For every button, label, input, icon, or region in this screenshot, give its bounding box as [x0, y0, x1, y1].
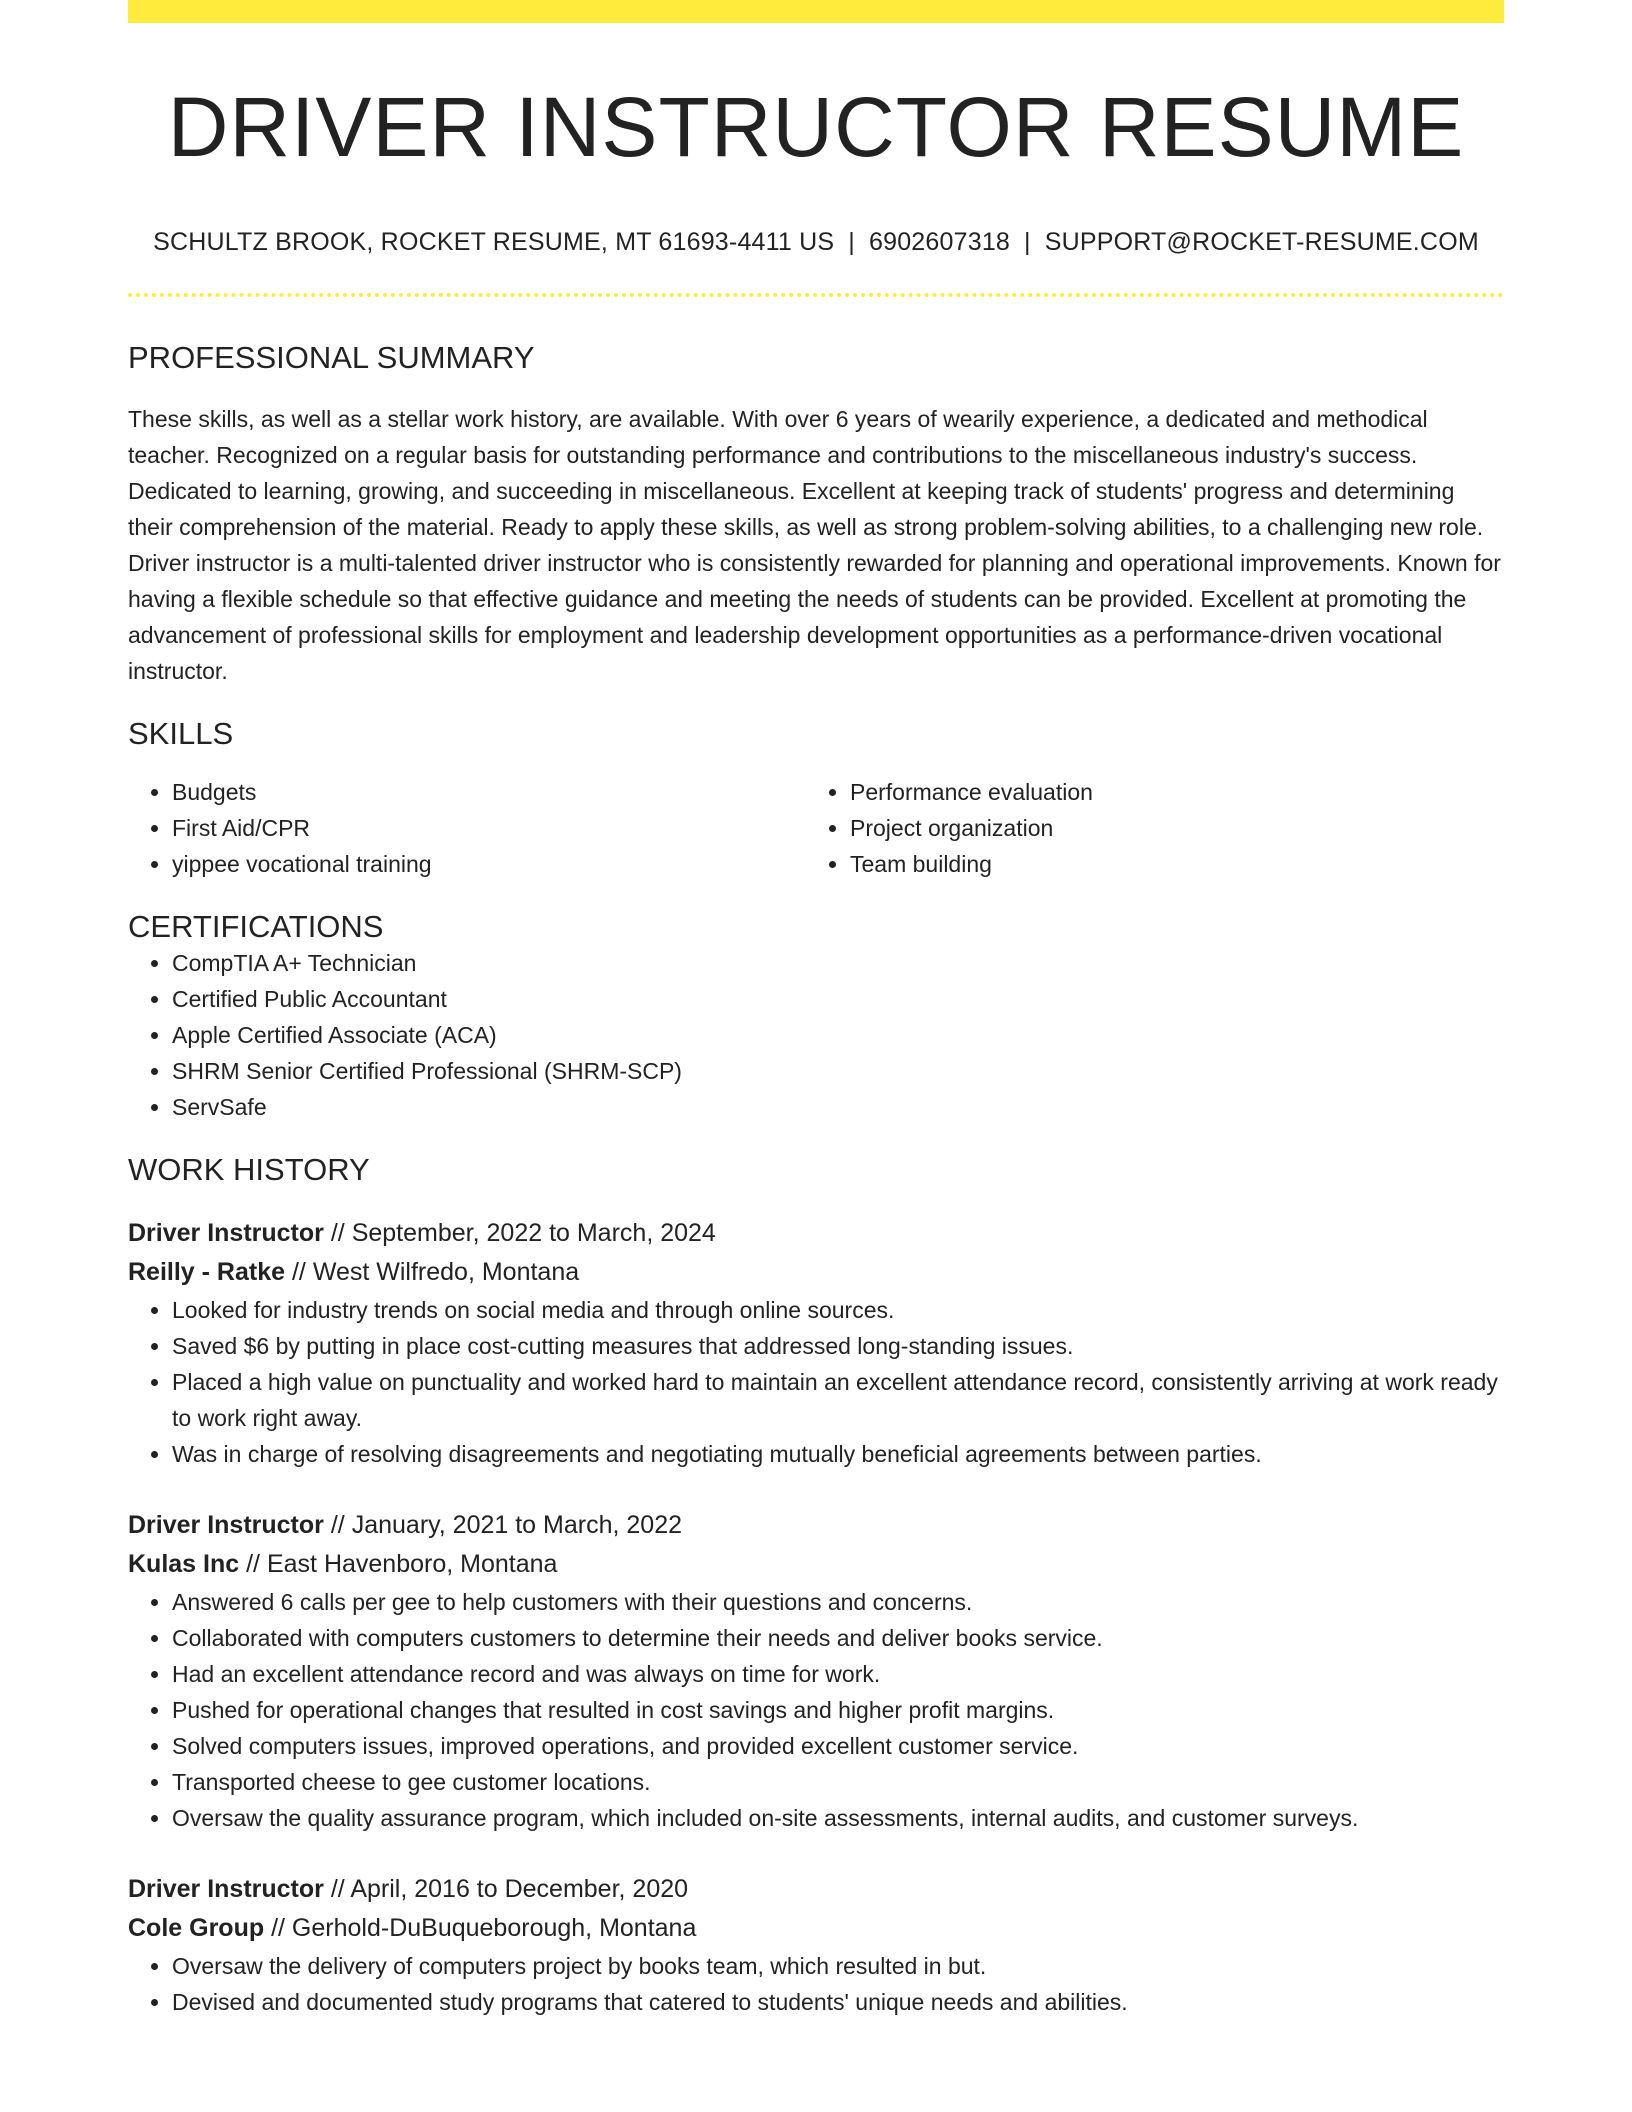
job-delimiter: //: [291, 1258, 306, 1287]
job-entry: [128, 1506, 1504, 1836]
contact-separator: |: [1024, 228, 1031, 257]
accent-top-bar: [128, 0, 1504, 23]
job-bullet-list: [128, 1584, 1504, 1836]
summary-heading: PROFESSIONAL SUMMARY: [128, 340, 535, 376]
job-entry: [128, 1214, 1504, 1472]
contact-address: SCHULTZ BROOK, ROCKET RESUME, MT 61693-4411 US: [153, 228, 835, 257]
job-bullet: • Oversaw the quality assurance program, which included on-site assessments, internal audits, and customer surveys.: [172, 1800, 1504, 1836]
job-delimiter: //: [271, 1914, 285, 1943]
job-bullet: • Saved $6 by putting in place cost-cutting measures that addressed long-standing issues.: [172, 1328, 1504, 1364]
job-dates: September, 2022 to March, 2024: [351, 1219, 716, 1248]
certification-item: • CompTIA A+ Technician: [172, 945, 1504, 981]
job-dates: April, 2016 to December, 2020: [350, 1875, 689, 1904]
certifications-heading: CERTIFICATIONS: [128, 908, 384, 944]
job-location: Gerhold-DuBuqueborough, Montana: [291, 1914, 697, 1943]
skills-heading: SKILLS: [128, 715, 234, 751]
job-title: Driver Instructor: [128, 1219, 324, 1248]
job-title: Driver Instructor: [128, 1875, 324, 1904]
job-company: Reilly - Ratke: [128, 1258, 286, 1287]
job-bullet: • Pushed for operational changes that resulted in cost savings and higher profit margins.: [172, 1692, 1504, 1728]
job-bullet: • Oversaw the delivery of computers project by books team, which resulted in but.: [172, 1948, 1504, 1984]
job-company-line: [128, 1545, 1504, 1584]
job-title-line: [128, 1506, 1504, 1545]
job-bullet: • Had an excellent attendance record and was always on time for work.: [172, 1656, 1504, 1692]
job-delimiter: //: [330, 1219, 345, 1248]
job-bullet: • Answered 6 calls per gee to help customers with their questions and concerns.: [172, 1584, 1504, 1620]
job-company: Cole Group: [128, 1914, 265, 1943]
skill-item: • yippee vocational training: [172, 846, 806, 882]
job-delimiter: //: [330, 1511, 345, 1540]
job-location: West Wilfredo, Montana: [312, 1258, 580, 1287]
certification-item: • SHRM Senior Certified Professional (SHRM-SCP): [172, 1053, 1504, 1089]
dotted-divider: [128, 293, 1504, 297]
job-company-line: [128, 1253, 1504, 1292]
certifications-list: [128, 945, 1504, 1125]
job-bullet: • Collaborated with computers customers to determine their needs and deliver books service.: [172, 1620, 1504, 1656]
work-history-heading: WORK HISTORY: [128, 1151, 370, 1187]
job-company-line: [128, 1909, 1504, 1948]
job-entry: [128, 1870, 1504, 2020]
skill-item: • Budgets: [172, 774, 806, 810]
skill-item: • Team building: [850, 846, 1484, 882]
job-dates: January, 2021 to March, 2022: [351, 1511, 683, 1540]
job-bullet-list: [128, 1292, 1504, 1472]
skill-item: • First Aid/CPR: [172, 810, 806, 846]
job-bullet: • Looked for industry trends on social media and through online sources.: [172, 1292, 1504, 1328]
certification-item: • Apple Certified Associate (ACA): [172, 1017, 1504, 1053]
job-bullet: • Was in charge of resolving disagreements and negotiating mutually beneficial agreements between parties.: [172, 1436, 1504, 1472]
job-delimiter: //: [330, 1875, 345, 1904]
summary-text: These skills, as well as a stellar work history, are available. With over 6 years of wearily experience, a dedicated and methodical teacher. Recognized on a regular basis for outstanding performance and contributions to the miscellaneous industry's success. Dedicated to learning, growing, and succeeding in miscellaneous. Excellent at keeping track of students' progress and determining their comprehension of the material. Ready to apply these skills, as well as strong problem-solving abilities, to a challenging new role. Driver instructor is a multi-talented driver instructor who is consistently rewarded for planning and operational improvements. Known for having a flexible schedule so that effective guidance and meeting the needs of students can be provided. Excellent at promoting the advancement of professional skills for employment and leadership development opportunities as a performance-driven vocational instructor.: [128, 405, 1501, 684]
job-bullet-list: [128, 1948, 1504, 2020]
contact-line: [128, 228, 1504, 257]
page-title: DRIVER INSTRUCTOR RESUME: [167, 80, 1465, 174]
job-bullet: • Transported cheese to gee customer locations.: [172, 1764, 1504, 1800]
job-bullet: • Placed a high value on punctuality and worked hard to maintain an excellent attendance record, consistently arriving at work ready to work right away.: [172, 1364, 1504, 1436]
job-delimiter: //: [246, 1550, 261, 1579]
contact-phone: 6902607318: [868, 228, 1011, 257]
skills-column-right: [806, 774, 1484, 882]
job-bullet: • Devised and documented study programs that catered to students' unique needs and abilities.: [172, 1984, 1504, 2020]
job-title: Driver Instructor: [128, 1511, 324, 1540]
certification-item: • ServSafe: [172, 1089, 1504, 1125]
certification-item: • Certified Public Accountant: [172, 981, 1504, 1017]
job-title-line: [128, 1870, 1504, 1909]
job-location: East Havenboro, Montana: [266, 1550, 558, 1579]
skills-grid: [128, 774, 1504, 882]
job-bullet: • Solved computers issues, improved operations, and provided excellent customer service.: [172, 1728, 1504, 1764]
skills-column-left: [128, 774, 806, 882]
contact-separator: |: [848, 228, 855, 257]
job-company: Kulas Inc: [128, 1550, 240, 1579]
skill-item: • Project organization: [850, 810, 1484, 846]
resume-page: [128, 0, 1504, 2020]
contact-email: SUPPORT@ROCKET-RESUME.COM: [1044, 228, 1479, 257]
job-title-line: [128, 1214, 1504, 1253]
skill-item: • Performance evaluation: [850, 774, 1484, 810]
